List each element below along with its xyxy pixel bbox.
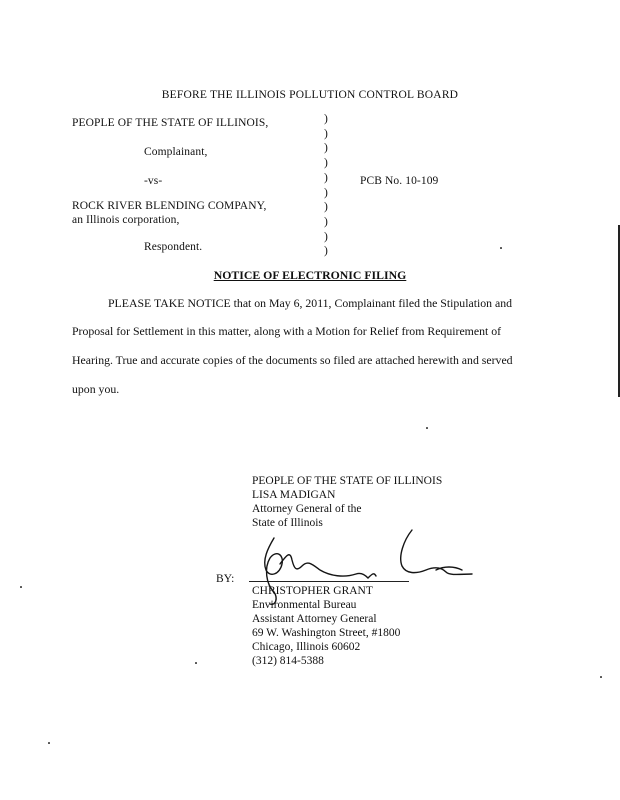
signer-address-2: Chicago, Illinois 60602 <box>252 641 361 653</box>
signer-address-1: 69 W. Washington Street, #1800 <box>252 627 401 639</box>
signature-party: PEOPLE OF THE STATE OF ILLINOIS <box>252 475 443 487</box>
signer-name: CHRISTOPHER GRANT <box>252 585 373 597</box>
caption-parenthesis: ) <box>324 245 328 258</box>
defendant-description: an Illinois corporation, <box>72 214 180 226</box>
board-title: BEFORE THE ILLINOIS POLLUTION CONTROL BOARD <box>161 89 459 101</box>
caption-parenthesis: ) <box>324 186 328 199</box>
body-line-2: Proposal for Settlement in this matter, along with a Motion for Relief from Requirement of <box>72 324 502 338</box>
caption-parenthesis: ) <box>324 171 328 184</box>
case-number: PCB No. 10-109 <box>360 175 439 187</box>
caption-parenthesis-column <box>324 112 334 259</box>
by-label: BY: <box>216 573 235 585</box>
scan-speck <box>20 586 22 588</box>
body-line-1: PLEASE TAKE NOTICE that on May 6, 2011, Complainant filed the Stipulation and <box>108 296 513 310</box>
caption-parenthesis: ) <box>324 113 328 125</box>
signer-phone: (312) 814-5388 <box>252 655 324 667</box>
signature-ag-name: LISA MADIGAN <box>252 489 336 501</box>
caption-parenthesis: ) <box>324 201 328 214</box>
scan-speck <box>48 742 50 744</box>
signature-ag-title-2: State of Illinois <box>252 517 323 529</box>
scan-speck <box>500 247 502 249</box>
signer-title: Assistant Attorney General <box>252 613 377 625</box>
scan-speck <box>195 662 197 664</box>
notice-heading: NOTICE OF ELECTRONIC FILING <box>213 268 407 282</box>
caption-parenthesis: ) <box>324 215 328 228</box>
caption-parenthesis: ) <box>324 230 328 243</box>
defendant-name: ROCK RIVER BLENDING COMPANY, <box>72 200 267 212</box>
scan-speck <box>600 676 602 678</box>
caption-parenthesis: ) <box>324 142 328 155</box>
body-line-3: Hearing. True and accurate copies of the documents so filed are attached herewith and served <box>72 353 513 367</box>
caption-parenthesis: ) <box>324 157 328 170</box>
scan-speck <box>426 427 428 429</box>
signature-ag-title-1: Attorney General of the <box>252 503 362 515</box>
plaintiff-name: PEOPLE OF THE STATE OF ILLINOIS, <box>72 117 269 129</box>
plaintiff-role: Complainant, <box>144 146 208 158</box>
body-line-4: upon you. <box>72 382 120 396</box>
signer-bureau: Environmental Bureau <box>252 599 357 611</box>
versus-label: -vs- <box>144 175 163 187</box>
defendant-role: Respondent. <box>144 241 203 253</box>
caption-parenthesis: ) <box>324 127 328 140</box>
